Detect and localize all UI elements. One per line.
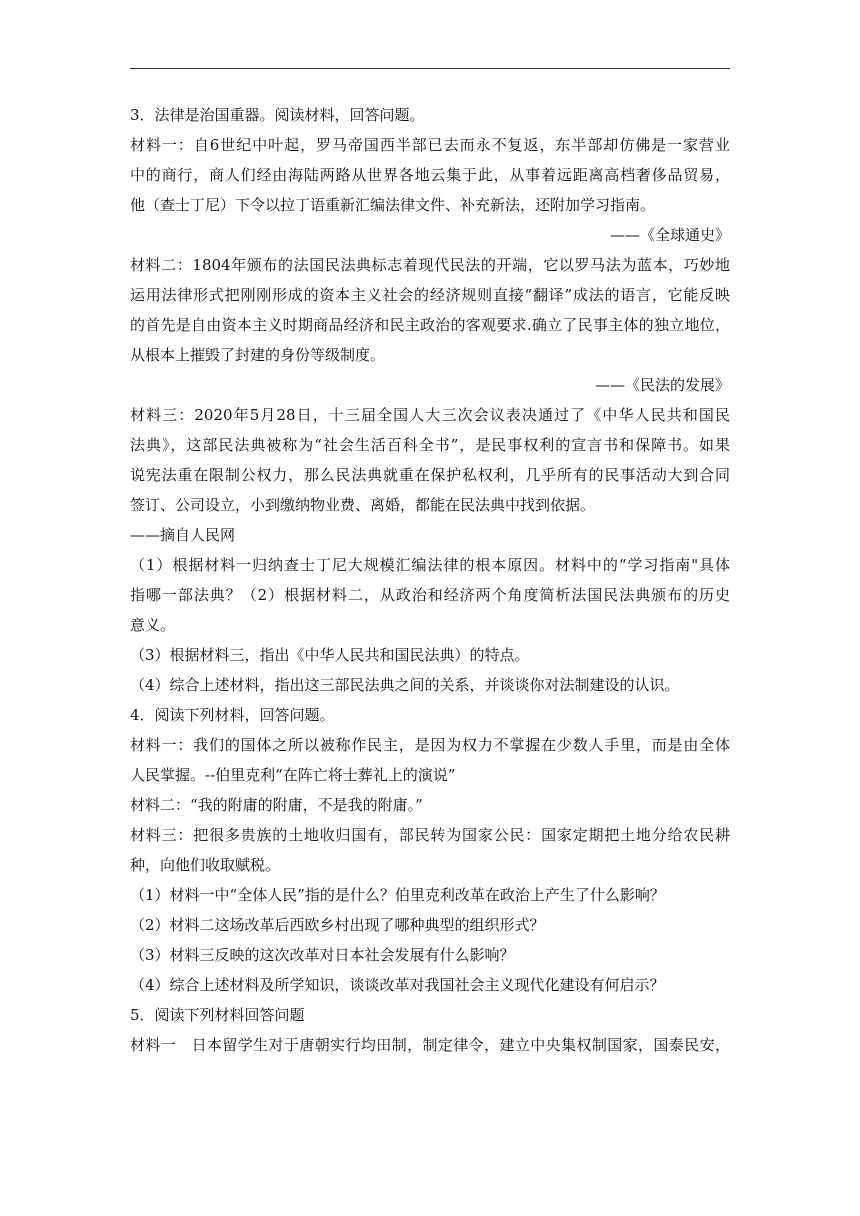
q4-material2-line: 材料二：“我的附庸的附庸，不是我的附庸。”: [130, 796, 423, 814]
q4-material1-line: 材料一：我们的国体之所以被称作民主，是因为权力不掌握在少数人手里，而是由全体: [130, 736, 730, 754]
q4-question-line: （3）材料三反映的这次改革对日本社会发展有什么影响？: [130, 946, 515, 964]
q4-question-line: （1）材料一中“全体人民”指的是什么？伯里克利改革在政治上产生了什么影响？: [130, 886, 665, 904]
q3-material2-line: 的首先是自由资本主义时期商品经济和民主政治的客观要求.确立了民事主体的独立地位，: [130, 316, 730, 334]
q4-question-line: （4）综合上述材料及所学知识，谈谈改革对我国社会主义现代化建设有何启示？: [130, 976, 665, 994]
q3-material2-line: 运用法律形式把刚刚形成的资本主义社会的经济规则直接“翻译”成法的语言，它能反映: [130, 286, 730, 304]
q3-material1-line: 材料一：自6世纪中叶起，罗马帝国西半部已去而永不复返，东半部却仿佛是一家营业: [130, 136, 730, 154]
q3-question-line: （4）综合上述材料，指出这三部民法典之间的关系，并谈谈你对法制建设的认识。: [130, 676, 680, 694]
q3-question-line: 指哪一部法典？（2）根据材料二，从政治和经济两个角度简析法国民法典颁布的历史: [130, 586, 730, 604]
q3-material2-source: ——《民法的发展》: [594, 376, 730, 394]
q3-question-line: （1）根据材料一归纳查士丁尼大规模汇编法律的根本原因。材料中的“学习指南"具体: [130, 556, 730, 574]
q5-material1-line: 材料一 日本留学生对于唐朝实行均田制，制定律令，建立中央集权制国家，国泰民安，: [130, 1036, 730, 1054]
q3-material1-line: 他（查士丁尼）下令以拉丁语重新汇编法律文件、补充新法，还附加学习指南。: [130, 196, 656, 214]
q4-material3-line: 种，向他们收取赋税。: [130, 856, 281, 874]
q3-material3-line: 说宪法重在限制公权力，那么民法典就重在保护私权利，几乎所有的民事活动大到合同: [130, 466, 730, 484]
q3-material1-source: ——《全球通史》: [609, 226, 730, 244]
q3-question-line: （3）根据材料三，指出《中华人民共和国民法典）的特点。: [130, 646, 530, 664]
q4-material1-line: 人民掌握。--伯里克利“在阵亡将士葬礼上的演说”: [130, 766, 456, 784]
q3-material3-line: 签订、公司设立，小到缴纳物业费、离婚，都能在民法典中找到依据。: [130, 496, 596, 514]
q3-question-line: 意义。: [130, 616, 176, 634]
q3-material3-line: 法典》，这部民法典被称为“社会生活百科全书”，是民事权利的宣言书和保障书。如果: [130, 436, 730, 454]
q3-material3-line: 材料三：2020年5月28日，十三届全国人大三次会议表决通过了《中华人民共和国民: [130, 406, 730, 424]
q3-heading: 3．法律是治国重器。阅读材料，回答问题。: [130, 106, 425, 124]
q5-heading: 5．阅读下列材料回答问题: [130, 1006, 305, 1024]
q4-material3-line: 材料三：把很多贵族的土地收归国有，部民转为国家公民：国家定期把土地分给农民耕: [130, 826, 730, 844]
header-rule: [130, 68, 730, 69]
q4-question-line: （2）材料二这场改革后西欧乡村出现了哪种典型的组织形式？: [130, 916, 545, 934]
q3-material2-line: 材料二：1804年颁布的法国民法典标志着现代民法的开端，它以罗马法为蓝本，巧妙地: [130, 256, 730, 274]
q3-material3-source: ——摘自人民网: [130, 526, 236, 544]
q4-heading: 4．阅读下列材料，回答问题。: [130, 706, 335, 724]
q3-material1-line: 中的商行，商人们经由海陆两路从世界各地云集于此，从事着远距离高档奢侈品贸易，: [130, 166, 730, 184]
q3-material2-line: 从根本上摧毁了封建的身份等级制度。: [130, 346, 386, 364]
document-body: [130, 100, 730, 1060]
